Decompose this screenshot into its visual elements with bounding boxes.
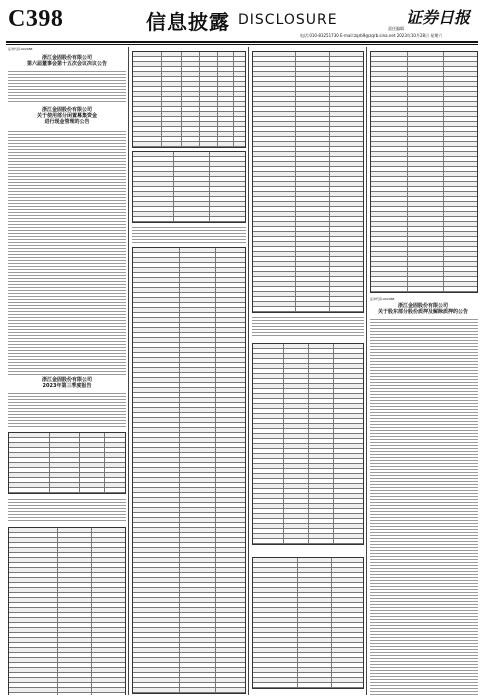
column-4 xyxy=(370,47,478,695)
header-rule xyxy=(6,41,478,43)
title-line: 浙江金固股份有限公司 xyxy=(397,303,448,309)
body-text xyxy=(8,499,126,523)
data-table xyxy=(252,343,364,545)
data-table xyxy=(132,51,246,148)
stock-code: 证券代码:002488 xyxy=(8,47,33,51)
body-text xyxy=(8,131,126,377)
title-line: 浙江金固股份有限公司 xyxy=(41,377,92,383)
data-table xyxy=(8,527,126,695)
body-text xyxy=(8,393,126,429)
data-table xyxy=(252,51,364,313)
title-line: 进行现金管理的公告 xyxy=(44,119,90,125)
header-rule-thin xyxy=(6,44,478,45)
column-2 xyxy=(132,47,246,695)
editor-credit: 责任编辑 xyxy=(388,26,404,31)
column-divider xyxy=(366,47,367,695)
announcement-title xyxy=(8,107,126,125)
announcement-title xyxy=(8,55,126,67)
data-table xyxy=(132,247,246,694)
title-line: 2023年第三季度报告 xyxy=(42,383,92,389)
announcement-title xyxy=(370,303,476,315)
contact-line: 电话:010-83251730 E-mail:zqrb9@zqrb.sina.net 2023年10月28日 星期六 xyxy=(300,33,443,38)
column-3 xyxy=(252,47,364,695)
title-line: 第六届董事会第十五次会议决议公告 xyxy=(26,61,107,67)
data-table xyxy=(8,432,126,494)
stock-code: 证券代码:002488 xyxy=(370,297,395,301)
newspaper-logo: 证券日报 xyxy=(406,8,471,27)
data-table xyxy=(132,151,246,223)
data-table xyxy=(252,557,364,689)
page-code: C398 xyxy=(8,6,64,32)
data-table xyxy=(370,51,478,293)
section-title-cn: 信息披露 xyxy=(146,10,230,34)
page-header xyxy=(0,0,484,44)
title-line: 关于使用部分闲置募集资金 xyxy=(36,113,97,119)
body-text xyxy=(132,227,246,245)
body-text xyxy=(8,71,126,104)
title-line: 浙江金固股份有限公司 xyxy=(41,55,92,61)
body-text xyxy=(252,317,364,338)
section-title-en: DISCLOSURE xyxy=(238,12,338,28)
body-text xyxy=(370,319,478,695)
column-divider xyxy=(128,47,129,695)
announcement-title xyxy=(8,377,126,389)
title-line: 关于股东部分股份质押及解除质押的公告 xyxy=(377,309,468,315)
title-line: 浙江金固股份有限公司 xyxy=(41,107,92,113)
column-divider xyxy=(248,47,249,695)
column-1 xyxy=(8,47,126,695)
